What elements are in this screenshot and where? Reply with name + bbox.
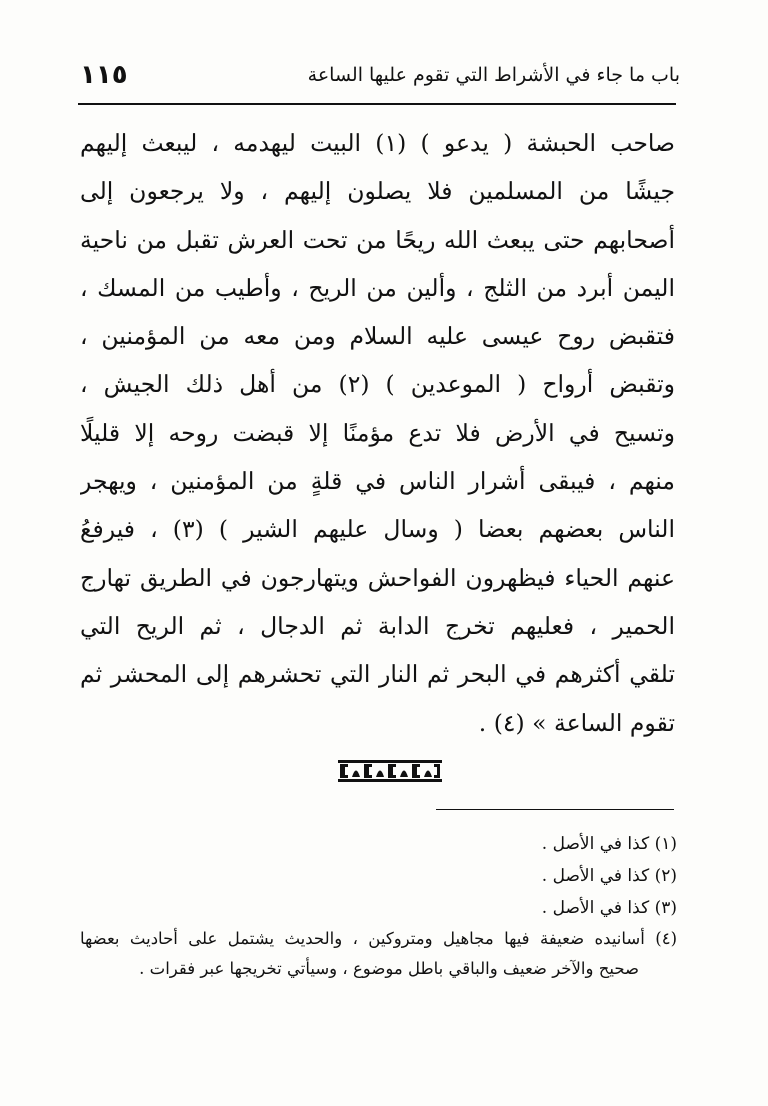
page-number: ١١٥ [80,60,128,90]
text-line: عنهم الحياء فيظهرون الفواحش ويتهارجون في الطريق تهارج [80,563,675,592]
header-rule [78,103,676,105]
footnote-4-line-1: (٤) أسانيده ضعيفة فيها مجاهيل ومتروكين ، والحديث يشتمل على أحاديث بعضها [80,929,677,948]
text-line: فتقبض روح عيسى عليه السلام ومن معه من المؤمنين ، [80,322,675,351]
text-line: الحمير ، فعليهم تخرج الدابة ثم الدجال ، ثم الريح التي [80,611,675,640]
footnote-4-line-2: صحيح والآخر ضعيف والباقي باطل موضوع ، وسيأتي تخريجها عبر فقرات . [139,959,639,978]
text-line: منهم ، فيبقى أشرار الناس في قلةٍ من المؤمنين ، ويهجر [80,467,675,496]
footnote-4 [80,924,677,984]
text-line: اليمن أبرد من الثلج ، وألين من الريح ، وأطيب من المسك ، [80,273,675,302]
running-head: باب ما جاء في الأشراط التي تقوم عليها الساعة [307,64,680,86]
footnote-separator [436,809,674,810]
text-line: وتسيح في الأرض فلا تدع مؤمنًا إلا قبضت روحه إلا قليلًا [80,418,675,447]
footnote-2: (٢) كذا في الأصل . [541,866,677,886]
text-line: أصحابهم حتى يبعث الله ريحًا من تحت العرش تقبل من ناحية [80,225,675,254]
footnote-3: (٣) كذا في الأصل . [541,898,677,918]
text-line: جيشًا من المسلمين فلا يصلون إليهم ، ولا يرجعون إلى [80,177,675,206]
text-line: تقوم الساعة » (٤) . [478,708,675,737]
page-header [80,58,680,98]
text-line: الناس بعضهم بعضا ( وسال عليهم الشير ) (٣) ، فيرفعُ [80,515,675,544]
footnote-1: (١) كذا في الأصل . [541,834,677,854]
text-line: تلقي أكثرهم في البحر ثم النار التي تحشرهم إلى المحشر ثم [80,660,675,689]
arabesque-ornament-icon [338,760,442,782]
body-text [80,119,675,747]
text-line: صاحب الحبشة ( يدعو ) (١) البيت ليهدمه ، ليبعث إليهم [80,129,675,157]
text-line: وتقبض أرواح ( الموعدين ) (٢) من أهل ذلك الجيش ، [80,370,675,399]
footnotes [80,828,677,984]
